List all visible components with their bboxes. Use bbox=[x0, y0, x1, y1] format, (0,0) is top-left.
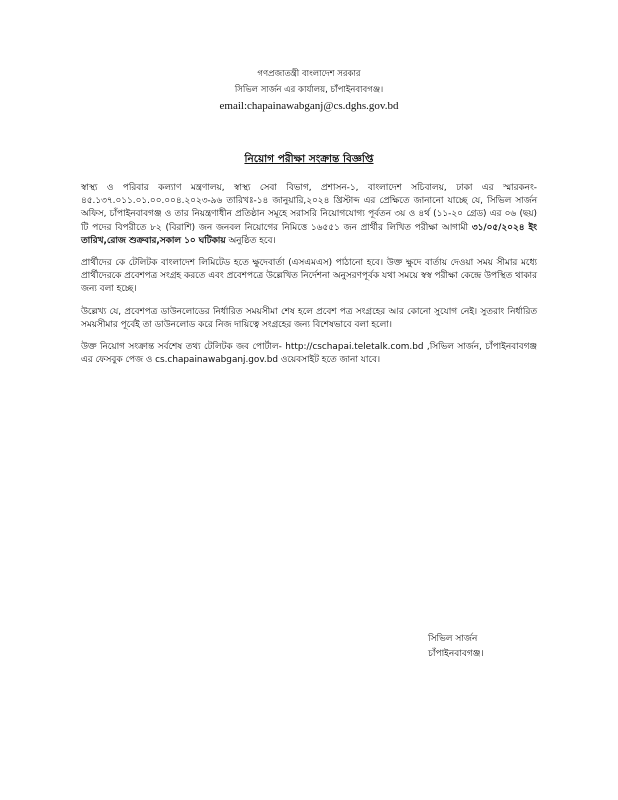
paragraph-1-text: স্বাস্থ্য ও পরিবার কল্যাণ মন্ত্রণালয়, স্বাস্থ্য সেবা বিভাগ, প্রশাসন-১, বাংলাদেশ সচিবালয়, ঢাকা এর স্মারকনং- ৪৫.১৩৭.০১১.০১.০০.০০৪.২০২৩-৯৬ তারিখঃ-১৪ জানুয়ারি,২০২৪ খ্রিস্টাব্দ এর প্রেক্ষিতে জানানো যাচ্ছে যে, সিভিল সার্জন অফিস, চাঁপাইনবাবগঞ্জ ও তার নিয়ন্ত্রণাধীন প্রতিষ্ঠান সমূহে সরাসরি নিয়োগযোগ্য পূর্বতন ৩য় ও ৪র্থ (১১-২০ গ্রেড) এর ০৬ (ছয়) টি পদের বিপরীতে ৮২ (বিরাশি) জন জনবল নিয়োগের নিমিত্তে ১৬৫৫১ জন প্রার্থীর লিখিত পরীক্ষা আগামী bbox=[81, 183, 537, 233]
signature-block bbox=[428, 632, 548, 662]
exam-date-time: ৩১/০৫/২০২৪ ইং তারিখ,রোজ শুক্রবার,সকাল ১০ ঘটিকায় bbox=[81, 222, 537, 246]
office-email: email:chapainawabganj@cs.dghs.gov.bd bbox=[219, 100, 399, 112]
office-name: সিভিল সার্জন এর কার্যালয়, চাঁপাইনবাবগঞ্জ। bbox=[234, 85, 384, 95]
signatory-location: চাঁপাইনবাবগঞ্জ। bbox=[428, 649, 484, 659]
notice-body bbox=[81, 182, 537, 376]
signatory-title: সিভিল সার্জন bbox=[428, 634, 478, 644]
paragraph-1-end: অনুষ্ঠিত হবে। bbox=[228, 235, 276, 246]
paragraph-1 bbox=[81, 182, 537, 248]
letterhead bbox=[0, 66, 618, 115]
paragraph-2: প্রার্থীদের কে টেলিটক বাংলাদেশ লিমিটেড হতে ক্ষুদেবার্তা (এসএমএস) পাঠানো হবে। উক্ত ক্ষুদে বার্তায় দেওয়া সময় সীমার মধ্যে প্রার্থীদেরকে প্রবেশপত্র সংগ্রহ করতে এবং প্রবেশপত্রে উল্লেখিত নির্দেশনা অনুসরণপূর্বক যথা সময়ে স্বস্ব পরীক্ষা কেন্দ্রে উপস্থিত থাকার জন্য বলা হচ্ছে। bbox=[81, 258, 537, 295]
paragraph-3: উল্লেখ্য যে, প্রবেশপত্র ডাউনলোডের নির্ধারিত সময়সীমা শেষ হলে প্রবেশ পত্র সংগ্রহের আর কোনো সুযোগ নেই। সুতরাং নির্ধারিত সময়সীমার পূর্বেই তা ডাউনলোড করে নিজ দায়িত্বে সংগ্রহের জন্য বিশেষভাবে বলা হলো। bbox=[81, 306, 537, 330]
government-name: গণপ্রজাতন্ত্রী বাংলাদেশ সরকার bbox=[257, 69, 361, 79]
notice-title: নিয়োগ পরীক্ষা সংক্রান্ত বিজ্ঞপ্তি bbox=[244, 153, 374, 165]
paragraph-4: উক্ত নিয়োগ সংক্রান্ত সর্বশেষ তথ্য টেলিটক জব পোর্টাল- http://cschapai.teletalk.com.bd ,সিভিল সার্জন, চাঁপাইনবাবগঞ্জ এর ফেসবুক পেজ ও cs.chapainawabganj.gov.bd ওয়েবসাইট হতে জানা যাবে। bbox=[81, 342, 537, 366]
